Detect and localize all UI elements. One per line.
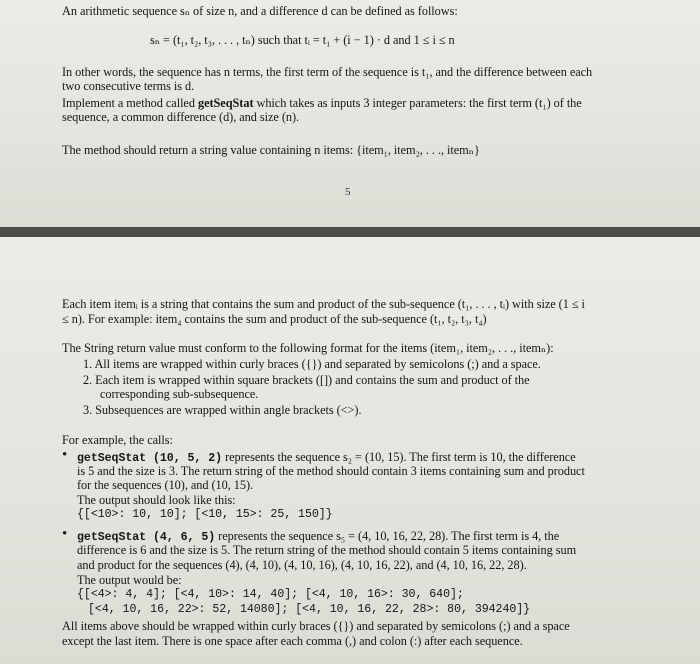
format-intro: The String return value must conform to the following format for the items (item₁, item₂, . . ., itemₙ): xyxy=(62,341,554,355)
example-1-output: {[<10>: 10, 10]; [<10, 15>: 25, 150]} xyxy=(77,508,333,521)
implement-line-1 xyxy=(62,96,582,110)
page-separator xyxy=(0,227,700,237)
example-2-output-line-1: {[<4>: 4, 4]; [<4, 10>: 14, 40]; [<4, 10, 16>: 30, 640]; xyxy=(77,588,464,601)
bullet-dot: • xyxy=(62,447,68,463)
example-2-call: getSeqStat (4, 6, 5) xyxy=(77,531,216,544)
implement-prefix: Implement a method called xyxy=(62,96,198,110)
example-2-line-4: The output would be: xyxy=(77,573,182,587)
example-1-line-4: The output should look like this: xyxy=(77,493,236,507)
example-1-description: represents the sequence s₂ = (10, 15). The first term is 10, the difference xyxy=(222,450,576,464)
example-2-line-3: and product for the sequences (4), (4, 10), (4, 10, 16), (4, 10, 16, 22), and (4, 10, 16, 22, 28). xyxy=(77,558,527,572)
item-definition-line-2: ≤ n). For example: item₄ contains the sum and product of the sub-sequence (t₁, t₂, t₃, t₄) xyxy=(62,312,487,326)
description-line-2: two consecutive terms is d. xyxy=(62,79,195,93)
document-page-1 xyxy=(0,0,700,227)
document-page-2 xyxy=(0,237,700,664)
rule-2-line-2: corresponding sub-subsequence. xyxy=(100,387,259,401)
return-description: The method should return a string value containing n items: {item₁, item₂, . . ., itemₙ} xyxy=(62,143,480,157)
example-1-line-2: is 5 and the size is 3. The return string of the method should contain 3 items containing sum and product xyxy=(77,464,585,478)
method-name: getSeqStat xyxy=(197,96,254,110)
example-2-line-2: difference is 6 and the size is 5. The return string of the method should contain 5 items containing sum xyxy=(77,543,577,557)
rule-3: 3. Subsequences are wrapped within angle brackets (<>). xyxy=(83,403,362,417)
item-definition-line-1: Each item itemᵢ is a string that contains the sum and product of the sub-sequence (t₁, . . . , tᵢ) with size (1 ≤ i xyxy=(62,297,585,311)
sequence-formula: sₙ = (t₁, t₂, t₃, . . . , tₙ) such that tᵢ = t₁ + (i − 1) · d and 1 ≤ i ≤ n xyxy=(150,33,455,47)
bullet-dot: • xyxy=(62,526,68,542)
rule-2-line-1: 2. Each item is wrapped within square brackets ([]) and contains the sum and product of the xyxy=(83,373,530,387)
implement-line-2: sequence, a common difference (d), and size (n). xyxy=(62,110,300,124)
implement-suffix: which takes as inputs 3 integer parameters: the first term (t₁) of the xyxy=(253,96,582,110)
intro-text: An arithmetic sequence sₙ of size n, and a difference d can be defined as follows: xyxy=(62,4,458,18)
example-1-call: getSeqStat (10, 5, 2) xyxy=(77,452,223,465)
example-intro: For example, the calls: xyxy=(62,433,173,447)
example-2-description: represents the sequence s₅ = (4, 10, 16, 22, 28). The first term is 4, the xyxy=(215,529,560,543)
closing-line-2: except the last item. There is one space after each comma (,) and colon (:) after each sequence. xyxy=(62,634,523,648)
example-2-output-line-2: [<4, 10, 16, 22>: 52, 14080]; [<4, 10, 16, 22, 28>: 80, 394240]} xyxy=(88,603,531,616)
description-line-1: In other words, the sequence has n terms, the first term of the sequence is t₁, and the difference between each xyxy=(62,65,593,79)
page-number: 5 xyxy=(345,186,351,198)
rule-1: 1. All items are wrapped within curly braces ({}) and separated by semicolons (;) and a space. xyxy=(83,357,541,371)
example-1-line-3: for the sequences (10), and (10, 15). xyxy=(77,478,254,492)
closing-line-1: All items above should be wrapped within curly braces ({}) and separated by semicolons (;) and a space xyxy=(62,619,570,633)
